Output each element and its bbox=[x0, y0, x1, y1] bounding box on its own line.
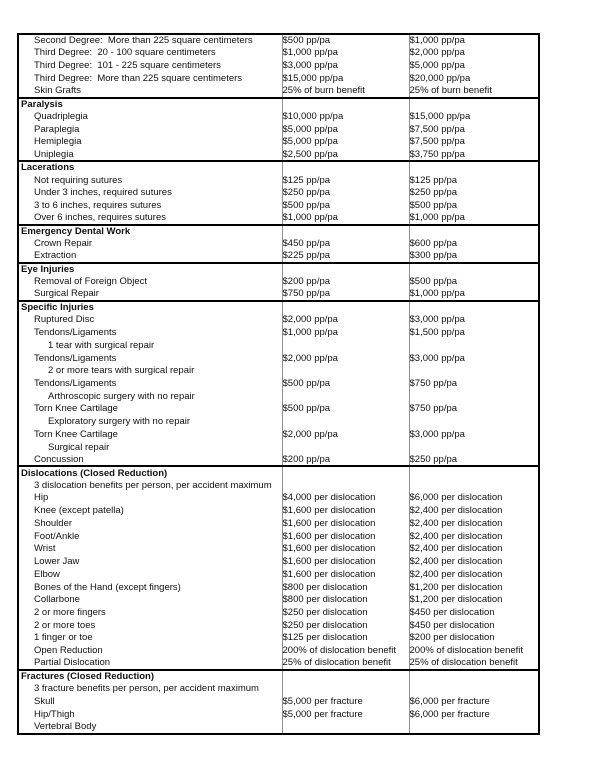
benefit-label: Over 6 inches, requires sutures bbox=[18, 212, 282, 225]
plan2-value: $750 pp/pa bbox=[409, 403, 458, 415]
table-row bbox=[18, 606, 539, 619]
plan1-value: $250 per dislocation bbox=[282, 619, 409, 632]
plan2-value: $3,000 pp/pa bbox=[409, 428, 465, 440]
plan1-value: $200 pp/pa bbox=[282, 276, 409, 289]
benefit-label: Skull bbox=[18, 695, 282, 708]
benefit-label: Collarbone bbox=[18, 594, 282, 607]
plan1-value: $1,600 per dislocation bbox=[282, 505, 409, 518]
plan2-value bbox=[409, 161, 539, 174]
table-row bbox=[18, 377, 539, 390]
plan1-value bbox=[282, 161, 409, 174]
plan1-value: 200% of dislocation benefit bbox=[282, 645, 409, 658]
section-title: Fractures (Closed Reduction) bbox=[18, 670, 282, 683]
plan2-value: $1,000 pp/pa bbox=[409, 212, 465, 224]
plan2-value: $6,000 per fracture bbox=[409, 708, 490, 720]
table-row bbox=[18, 34, 539, 47]
plan1-value: $2,000 pp/pa bbox=[282, 314, 409, 327]
benefit-label: Removal of Foreign Object bbox=[18, 276, 282, 289]
plan2-value: $2,400 per dislocation bbox=[409, 543, 503, 555]
benefits-table-body bbox=[18, 34, 539, 734]
plan1-value bbox=[282, 301, 409, 314]
table-row bbox=[18, 632, 539, 645]
benefit-label: Knee (except patella) bbox=[18, 505, 282, 518]
table-row bbox=[18, 530, 539, 543]
plan2-value bbox=[409, 479, 539, 492]
plan1-value: $2,000 pp/pa bbox=[282, 352, 409, 365]
plan1-value bbox=[282, 441, 409, 454]
table-row bbox=[18, 721, 539, 734]
benefit-label: 1 tear with surgical repair bbox=[18, 339, 282, 352]
plan1-value: $1,000 pp/pa bbox=[282, 47, 409, 60]
plan1-value: $500 pp/pa bbox=[282, 34, 409, 47]
benefit-label: Tendons/Ligaments bbox=[18, 352, 282, 365]
benefit-label: Quadriplegia bbox=[18, 110, 282, 123]
table-row bbox=[18, 174, 539, 187]
benefit-label: 3 dislocation benefits per person, per accident maximum bbox=[18, 479, 282, 492]
section-header-row bbox=[18, 670, 539, 683]
plan1-value: $800 per dislocation bbox=[282, 594, 409, 607]
table-row bbox=[18, 390, 539, 403]
plan2-value: $200 per dislocation bbox=[409, 632, 495, 644]
table-row bbox=[18, 327, 539, 340]
plan2-value bbox=[409, 225, 539, 238]
plan1-value bbox=[282, 339, 409, 352]
section-header-row bbox=[18, 161, 539, 174]
plan1-value bbox=[282, 263, 409, 276]
plan2-value bbox=[409, 416, 539, 429]
plan2-value: 200% of dislocation benefit bbox=[409, 645, 524, 657]
plan2-value: $1,000 pp/pa bbox=[409, 35, 465, 47]
benefit-label: Tendons/Ligaments bbox=[18, 377, 282, 390]
plan2-value: $20,000 pp/pa bbox=[409, 72, 471, 84]
plan2-value bbox=[409, 98, 539, 111]
plan2-value bbox=[409, 670, 539, 683]
table-row bbox=[18, 314, 539, 327]
plan2-value bbox=[409, 339, 539, 352]
plan1-value: $450 pp/pa bbox=[282, 238, 409, 251]
plan2-value bbox=[409, 390, 539, 403]
table-row bbox=[18, 136, 539, 149]
plan1-value: $4,000 per dislocation bbox=[282, 492, 409, 505]
plan2-value bbox=[409, 683, 539, 696]
plan1-value bbox=[282, 416, 409, 429]
benefit-label: Crown Repair bbox=[18, 238, 282, 251]
plan1-value: $225 pp/pa bbox=[282, 250, 409, 263]
section-title: Eye Injuries bbox=[18, 263, 282, 276]
table-row bbox=[18, 428, 539, 441]
section-title: Lacerations bbox=[18, 161, 282, 174]
benefit-label: 2 or more fingers bbox=[18, 606, 282, 619]
benefit-label: Ruptured Disc bbox=[18, 314, 282, 327]
benefit-label: Concussion bbox=[18, 454, 282, 467]
plan1-value: $1,600 per dislocation bbox=[282, 555, 409, 568]
table-row bbox=[18, 59, 539, 72]
table-row bbox=[18, 123, 539, 136]
benefit-label: 3 fracture benefits per person, per accident maximum bbox=[18, 683, 282, 696]
plan1-value: $500 pp/pa bbox=[282, 377, 409, 390]
table-row bbox=[18, 517, 539, 530]
plan2-value bbox=[409, 263, 539, 276]
table-row bbox=[18, 72, 539, 85]
plan2-value bbox=[409, 365, 539, 378]
benefit-label: Open Reduction bbox=[18, 645, 282, 658]
table-row bbox=[18, 250, 539, 263]
plan2-value: 25% of burn benefit bbox=[409, 84, 492, 96]
plan2-value: $2,000 pp/pa bbox=[409, 47, 465, 59]
section-header-row bbox=[18, 98, 539, 111]
plan2-value: $7,500 pp/pa bbox=[409, 136, 465, 148]
table-row bbox=[18, 683, 539, 696]
plan1-value bbox=[282, 225, 409, 238]
plan2-value: $750 pp/pa bbox=[409, 378, 458, 390]
plan2-value: $500 pp/pa bbox=[409, 199, 458, 211]
plan1-value: $3,000 pp/pa bbox=[282, 59, 409, 72]
table-row bbox=[18, 441, 539, 454]
section-header-row bbox=[18, 301, 539, 314]
benefits-schedule-table bbox=[17, 33, 540, 735]
plan1-value bbox=[282, 98, 409, 111]
plan2-value: $3,000 pp/pa bbox=[409, 352, 465, 364]
plan2-value: $600 pp/pa bbox=[409, 238, 458, 250]
benefit-label: Torn Knee Cartilage bbox=[18, 428, 282, 441]
table-row bbox=[18, 568, 539, 581]
plan2-value: $5,000 pp/pa bbox=[409, 60, 465, 72]
table-row bbox=[18, 454, 539, 467]
plan2-value: $450 per dislocation bbox=[409, 606, 495, 618]
plan2-value: $6,000 per fracture bbox=[409, 695, 490, 707]
plan1-value: $5,000 per fracture bbox=[282, 708, 409, 721]
benefit-label: Tendons/Ligaments bbox=[18, 327, 282, 340]
section-header-row bbox=[18, 225, 539, 238]
plan1-value: $5,000 per fracture bbox=[282, 695, 409, 708]
benefit-label: Wrist bbox=[18, 543, 282, 556]
benefit-label: Skin Grafts bbox=[18, 85, 282, 98]
section-title: Paralysis bbox=[18, 98, 282, 111]
table-row bbox=[18, 479, 539, 492]
table-row bbox=[18, 365, 539, 378]
benefit-label: Third Degree: 20 - 100 square centimeters bbox=[18, 47, 282, 60]
benefit-label: 2 or more tears with surgical repair bbox=[18, 365, 282, 378]
plan1-value: $125 pp/pa bbox=[282, 174, 409, 187]
plan2-value: $500 pp/pa bbox=[409, 276, 458, 288]
plan1-value: $5,000 pp/pa bbox=[282, 123, 409, 136]
plan1-value: $2,000 pp/pa bbox=[282, 428, 409, 441]
plan2-value bbox=[409, 301, 539, 314]
plan1-value: $1,000 pp/pa bbox=[282, 212, 409, 225]
table-row bbox=[18, 199, 539, 212]
plan1-value: $2,500 pp/pa bbox=[282, 148, 409, 161]
table-row bbox=[18, 352, 539, 365]
benefit-label: Under 3 inches, required sutures bbox=[18, 187, 282, 200]
plan1-value bbox=[282, 670, 409, 683]
plan2-value: $2,400 per dislocation bbox=[409, 517, 503, 529]
plan1-value: $5,000 pp/pa bbox=[282, 136, 409, 149]
section-title: Dislocations (Closed Reduction) bbox=[18, 466, 282, 479]
table-row bbox=[18, 148, 539, 161]
table-row bbox=[18, 492, 539, 505]
table-row bbox=[18, 695, 539, 708]
table-row bbox=[18, 555, 539, 568]
benefit-label: Hip/Thigh bbox=[18, 708, 282, 721]
benefit-label: Shoulder bbox=[18, 517, 282, 530]
section-header-row bbox=[18, 466, 539, 479]
plan1-value: $10,000 pp/pa bbox=[282, 110, 409, 123]
benefit-label: Surgical repair bbox=[18, 441, 282, 454]
plan2-value bbox=[409, 441, 539, 454]
plan2-value: $2,400 per dislocation bbox=[409, 505, 503, 517]
plan2-value bbox=[409, 721, 539, 734]
benefit-label: Vertebral Body bbox=[18, 721, 282, 734]
plan1-value: $500 pp/pa bbox=[282, 199, 409, 212]
plan2-value: $250 pp/pa bbox=[409, 187, 458, 199]
plan1-value bbox=[282, 479, 409, 492]
section-title: Emergency Dental Work bbox=[18, 225, 282, 238]
plan1-value: $1,600 per dislocation bbox=[282, 530, 409, 543]
benefit-label: Exploratory surgery with no repair bbox=[18, 416, 282, 429]
plan1-value bbox=[282, 721, 409, 734]
plan1-value bbox=[282, 365, 409, 378]
plan2-value: $2,400 per dislocation bbox=[409, 568, 503, 580]
plan1-value: $1,600 per dislocation bbox=[282, 568, 409, 581]
plan1-value: $125 per dislocation bbox=[282, 632, 409, 645]
benefit-label: 3 to 6 inches, requires sutures bbox=[18, 199, 282, 212]
plan2-value: $7,500 pp/pa bbox=[409, 123, 465, 135]
plan2-value: $125 pp/pa bbox=[409, 174, 458, 186]
section-header-row bbox=[18, 263, 539, 276]
table-row bbox=[18, 543, 539, 556]
benefit-label: Not requiring sutures bbox=[18, 174, 282, 187]
plan1-value: $750 pp/pa bbox=[282, 288, 409, 301]
table-row bbox=[18, 416, 539, 429]
table-row bbox=[18, 212, 539, 225]
table-row bbox=[18, 645, 539, 658]
table-row bbox=[18, 85, 539, 98]
table-row bbox=[18, 238, 539, 251]
benefit-label: 1 finger or toe bbox=[18, 632, 282, 645]
table-row bbox=[18, 187, 539, 200]
table-row bbox=[18, 594, 539, 607]
table-row bbox=[18, 581, 539, 594]
table-row bbox=[18, 403, 539, 416]
plan1-value: 25% of burn benefit bbox=[282, 85, 409, 98]
table-row bbox=[18, 288, 539, 301]
benefit-label: Second Degree: More than 225 square centimeters bbox=[18, 34, 282, 47]
table-row bbox=[18, 619, 539, 632]
table-row bbox=[18, 708, 539, 721]
plan1-value: $1,600 per dislocation bbox=[282, 543, 409, 556]
benefit-label: Foot/Ankle bbox=[18, 530, 282, 543]
benefit-label: Paraplegia bbox=[18, 123, 282, 136]
plan2-value: $1,000 pp/pa bbox=[409, 288, 465, 300]
plan2-value: $2,400 per dislocation bbox=[409, 530, 503, 542]
benefit-label: Surgical Repair bbox=[18, 288, 282, 301]
plan2-value: $2,400 per dislocation bbox=[409, 556, 503, 568]
table-row bbox=[18, 505, 539, 518]
plan2-value: $6,000 per dislocation bbox=[409, 492, 503, 504]
plan2-value: $450 per dislocation bbox=[409, 619, 495, 631]
plan1-value: $15,000 pp/pa bbox=[282, 72, 409, 85]
benefit-label: Torn Knee Cartilage bbox=[18, 403, 282, 416]
plan2-value: $1,200 per dislocation bbox=[409, 594, 503, 606]
plan1-value: $800 per dislocation bbox=[282, 581, 409, 594]
table-row bbox=[18, 276, 539, 289]
plan1-value: $1,000 pp/pa bbox=[282, 327, 409, 340]
plan1-value bbox=[282, 466, 409, 479]
benefit-label: Third Degree: More than 225 square centimeters bbox=[18, 72, 282, 85]
benefit-label: Third Degree: 101 - 225 square centimeters bbox=[18, 59, 282, 72]
plan1-value: 25% of dislocation benefit bbox=[282, 657, 409, 670]
benefit-label: Hemiplegia bbox=[18, 136, 282, 149]
benefit-label: Bones of the Hand (except fingers) bbox=[18, 581, 282, 594]
plan1-value: $500 pp/pa bbox=[282, 403, 409, 416]
benefit-label: Hip bbox=[18, 492, 282, 505]
benefit-label: Extraction bbox=[18, 250, 282, 263]
table-row bbox=[18, 47, 539, 60]
plan1-value bbox=[282, 390, 409, 403]
table-row bbox=[18, 110, 539, 123]
benefit-label: 2 or more toes bbox=[18, 619, 282, 632]
plan2-value: $300 pp/pa bbox=[409, 250, 458, 262]
plan2-value: $1,200 per dislocation bbox=[409, 581, 503, 593]
plan2-value: $3,000 pp/pa bbox=[409, 314, 465, 326]
plan1-value: $1,600 per dislocation bbox=[282, 517, 409, 530]
benefit-label: Uniplegia bbox=[18, 148, 282, 161]
table-row bbox=[18, 339, 539, 352]
plan1-value: $250 pp/pa bbox=[282, 187, 409, 200]
plan1-value: $200 pp/pa bbox=[282, 454, 409, 467]
plan1-value: $250 per dislocation bbox=[282, 606, 409, 619]
plan2-value: $1,500 pp/pa bbox=[409, 327, 465, 339]
section-title: Specific Injuries bbox=[18, 301, 282, 314]
benefit-label: Lower Jaw bbox=[18, 555, 282, 568]
plan2-value: $3,750 pp/pa bbox=[409, 148, 465, 160]
table-row bbox=[18, 657, 539, 670]
benefit-label: Partial Dislocation bbox=[18, 657, 282, 670]
benefit-label: Elbow bbox=[18, 568, 282, 581]
plan1-value bbox=[282, 683, 409, 696]
benefit-label: Arthroscopic surgery with no repair bbox=[18, 390, 282, 403]
plan2-value bbox=[409, 466, 539, 479]
plan2-value: $250 pp/pa bbox=[409, 453, 458, 465]
plan2-value: $15,000 pp/pa bbox=[409, 110, 471, 122]
plan2-value: 25% of dislocation benefit bbox=[409, 657, 518, 669]
